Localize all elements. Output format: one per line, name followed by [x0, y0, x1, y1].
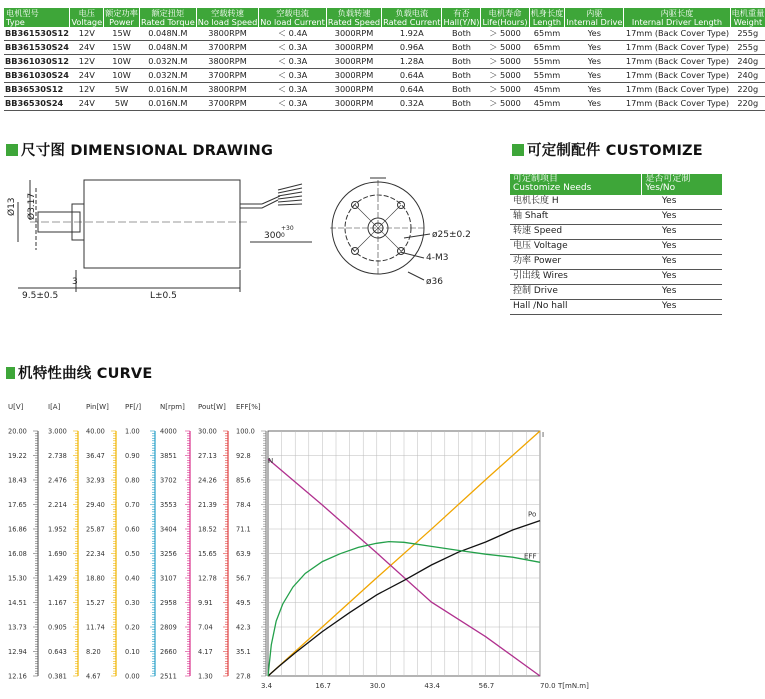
col-noload-current: 空载电流 No load Current — [260, 8, 325, 27]
scale-tick-label: 12.16 — [8, 672, 27, 681]
spec-cell: ＜ 0.4A — [259, 27, 327, 41]
spec-cell: 65mm — [529, 27, 565, 41]
curve-chart — [0, 396, 728, 699]
spec-cell: 255g — [730, 27, 765, 41]
customize-yesno-header: 是否可定制 Yes/No — [642, 174, 722, 195]
spec-cell: 0.32A — [382, 97, 442, 111]
scale-tick-label: 1.30 — [198, 672, 213, 681]
spec-cell: 17mm (Back Cover Type) — [624, 41, 730, 55]
section-marker — [6, 367, 15, 379]
scale-tick-label: 24.26 — [198, 476, 217, 485]
scale-tick-label: 56.7 — [236, 574, 251, 583]
scale-tick-label: 15.30 — [8, 574, 27, 583]
col-weight: 电机重量 Weight — [731, 8, 765, 27]
scale-tick-label: 18.43 — [8, 476, 27, 485]
spec-cell: 0.048N.M — [139, 27, 196, 41]
spec-row — [4, 69, 765, 83]
scale-tick-label: 3404 — [160, 525, 177, 534]
spec-cell: BB361030S12 — [4, 55, 70, 69]
spec-cell: BB361530S24 — [4, 41, 70, 55]
scale-tick-label: 2.738 — [48, 452, 67, 460]
spec-row — [4, 27, 765, 41]
scale-tick-label: 2809 — [160, 623, 177, 632]
spec-cell: 1.28A — [382, 55, 442, 69]
scale-label: U[V] — [8, 403, 24, 411]
spec-cell: Both — [442, 55, 481, 69]
scale-tick-label: 12.94 — [8, 648, 27, 656]
drawing-section-title: 尺寸图 DIMENSIONAL DRAWING — [6, 139, 273, 160]
shaft-length-label: 9.5±0.5 — [22, 291, 59, 301]
scale-tick-label: 0.20 — [125, 623, 140, 632]
spec-row — [4, 83, 765, 97]
scale-tick-label: 78.4 — [236, 501, 251, 509]
customize-table — [510, 174, 722, 315]
spec-cell: BB361530S12 — [4, 27, 70, 41]
customize-item: 功率 Power — [510, 254, 642, 269]
spec-cell: 12V — [70, 55, 104, 69]
spec-cell: 0.032N.M — [139, 55, 196, 69]
wire-length-tol: +30 — [281, 225, 294, 232]
scale-tick-label: 18.52 — [198, 525, 217, 534]
col-driver-length: 内驱长度 Internal Driver Length — [624, 8, 730, 27]
spec-table-body — [4, 27, 765, 111]
scale-label: EFF[%] — [236, 403, 261, 411]
scale-label: PF[/] — [125, 403, 142, 411]
spec-cell: 17mm (Back Cover Type) — [624, 27, 730, 41]
scale-tick-label: 3107 — [160, 574, 177, 583]
col-internal-drive: 内驱 Internal Drive — [566, 8, 623, 27]
customize-row — [510, 284, 722, 299]
spec-cell: 3700RPM — [196, 69, 259, 83]
scale-tick-label: 32.93 — [86, 476, 105, 485]
spec-cell: Yes — [565, 83, 624, 97]
scale-tick-label: 42.3 — [236, 623, 251, 632]
scale-tick-label: 14.51 — [8, 599, 27, 607]
col-hall: 有否 Hall(Y/N) — [443, 8, 480, 27]
curve-section-title: 机特性曲线 CURVE — [6, 362, 152, 383]
spec-cell: 55mm — [529, 69, 565, 83]
holes-label: 4-M3 — [426, 253, 449, 263]
x-tick-label: 16.7 — [315, 682, 331, 690]
customize-row — [510, 239, 722, 254]
wire-length-label: 300 — [264, 231, 282, 241]
spec-cell: 0.032N.M — [139, 69, 196, 83]
motor-body-outline — [84, 180, 240, 268]
customize-value: Yes — [642, 269, 722, 284]
scale-tick-label: 0.30 — [125, 599, 140, 607]
scale-label: I[A] — [48, 403, 61, 411]
customize-value: Yes — [642, 195, 722, 210]
spec-cell: 3800RPM — [196, 83, 259, 97]
spec-cell: ＞ 5000 — [481, 27, 529, 41]
spec-cell: ＜ 0.3A — [259, 69, 327, 83]
col-rated-speed: 负载转速 Rated Speed — [327, 8, 381, 27]
scale-tick-label: 12.78 — [198, 574, 217, 583]
spec-cell: 0.048N.M — [139, 41, 196, 55]
col-voltage: 电压 Voltage — [71, 8, 103, 27]
scale-tick-label: 0.60 — [125, 525, 140, 534]
scale-tick-label: 17.65 — [8, 501, 27, 509]
scale-tick-label: 1.429 — [48, 574, 67, 583]
spec-cell: 5W — [104, 83, 140, 97]
scale-tick-label: 35.1 — [236, 648, 251, 656]
customize-item: 引出线 Wires — [510, 269, 642, 284]
spec-cell: Both — [442, 41, 481, 55]
spec-cell: 0.96A — [382, 41, 442, 55]
x-tick-label: 70.0 — [540, 682, 556, 690]
scale-tick-label: 0.381 — [48, 672, 67, 681]
spec-cell: Both — [442, 97, 481, 111]
spec-cell: Yes — [565, 55, 624, 69]
spec-cell: ＞ 5000 — [481, 41, 529, 55]
spec-cell: 220g — [730, 97, 765, 111]
spec-cell: Both — [442, 83, 481, 97]
spec-table — [4, 8, 765, 111]
scale-tick-label: 9.91 — [198, 599, 213, 607]
spec-cell: 45mm — [529, 83, 565, 97]
col-life: 电机寿命 Life(Hours) — [482, 8, 528, 27]
spec-cell: Yes — [565, 41, 624, 55]
spec-row — [4, 97, 765, 111]
scale-tick-label: 27.8 — [236, 672, 251, 681]
scale-tick-label: 1.167 — [48, 599, 67, 607]
body-length-label: L±0.5 — [150, 291, 177, 301]
spec-cell: 45mm — [529, 97, 565, 111]
scale-tick-label: 49.5 — [236, 599, 251, 607]
scale-tick-label: 0.80 — [125, 476, 140, 485]
x-axis-label: T[mN.m] — [558, 682, 589, 690]
customize-row — [510, 299, 722, 314]
customize-item: Hall /No hall — [510, 299, 642, 314]
scale-tick-label: 36.47 — [86, 452, 105, 460]
scale-tick-label: 1.952 — [48, 525, 67, 534]
spec-cell: ＞ 5000 — [481, 55, 529, 69]
dim-3-label: 3 — [72, 277, 78, 287]
customize-item: 电机长度 H — [510, 195, 642, 210]
spec-cell: 3700RPM — [196, 97, 259, 111]
spec-cell: 220g — [730, 83, 765, 97]
col-length: 机身长度 Length — [530, 8, 564, 27]
customize-value: Yes — [642, 239, 722, 254]
spec-cell: ＜ 0.3A — [259, 41, 327, 55]
scale-tick-label: 1.690 — [48, 550, 67, 558]
spec-cell: 3800RPM — [196, 55, 259, 69]
spec-cell: 24V — [70, 41, 104, 55]
col-type: 电机型号 Type — [4, 8, 70, 27]
customize-table-body — [510, 195, 722, 315]
scale-tick-label: 2660 — [160, 648, 177, 656]
scale-tick-label: 3851 — [160, 452, 177, 460]
scale-tick-label: 15.65 — [198, 550, 217, 558]
scale-tick-label: 0.10 — [125, 648, 140, 656]
scale-tick-label: 2.476 — [48, 476, 67, 485]
spec-cell: ＞ 5000 — [481, 69, 529, 83]
scale-tick-label: 4000 — [160, 427, 177, 436]
scale-tick-label: 16.08 — [8, 550, 27, 558]
scale-tick-label: 7.04 — [198, 623, 213, 632]
dimensional-drawing — [0, 160, 500, 310]
wire-length-tol-low: 0 — [281, 232, 285, 239]
scale-label: Pout[W] — [198, 403, 226, 411]
customize-table-header — [510, 174, 722, 195]
spec-cell: 17mm (Back Cover Type) — [624, 69, 730, 83]
x-tick-label: 56.7 — [478, 682, 495, 690]
scale-tick-label: 29.40 — [86, 501, 105, 509]
scale-tick-label: 2.214 — [48, 501, 67, 509]
spec-cell: 10W — [104, 55, 140, 69]
scale-label: Pin[W] — [86, 403, 109, 411]
scale-tick-label: 0.643 — [48, 648, 67, 656]
spec-cell: 15W — [104, 27, 140, 41]
spec-cell: 3700RPM — [196, 41, 259, 55]
spec-cell: ＞ 5000 — [481, 83, 529, 97]
customize-section-title: 可定制配件 CUSTOMIZE — [512, 139, 703, 160]
spec-cell: Both — [442, 27, 481, 41]
scale-tick-label: 0.90 — [125, 452, 140, 460]
body-dia-label: ø36 — [426, 277, 443, 287]
spec-cell: Yes — [565, 69, 624, 83]
scale-tick-label: 71.1 — [236, 525, 251, 534]
scale-tick-label: 3.000 — [48, 427, 67, 436]
spec-cell: 255g — [730, 41, 765, 55]
scale-tick-label: 4.67 — [86, 672, 101, 681]
scale-tick-label: 0.00 — [125, 672, 140, 681]
scale-tick-label: 2511 — [160, 672, 177, 681]
scale-tick-label: 0.905 — [48, 623, 67, 632]
scale-tick-label: 13.73 — [8, 623, 27, 632]
x-tick-label: 3.4 — [261, 682, 273, 690]
x-tick-label: 43.4 — [424, 682, 440, 690]
spec-cell: 55mm — [529, 55, 565, 69]
scale-tick-label: 19.22 — [8, 452, 27, 460]
scale-tick-label: 3256 — [160, 550, 177, 558]
spec-table-header — [4, 8, 765, 27]
scale-label: N[rpm] — [160, 403, 185, 411]
scale-tick-label: 63.9 — [236, 550, 251, 558]
customize-item: 转速 Speed — [510, 224, 642, 239]
spec-cell: ＞ 5000 — [481, 97, 529, 111]
customize-item: 控制 Drive — [510, 284, 642, 299]
scale-tick-label: 25.87 — [86, 525, 105, 534]
col-noload-speed: 空载转速 No load Speed — [197, 8, 258, 27]
boss-dia-label: Ø13 — [7, 197, 17, 216]
wire-bundle — [278, 184, 302, 205]
scale-tick-label: 0.40 — [125, 574, 140, 583]
spec-cell: ＜ 0.3A — [259, 83, 327, 97]
spec-cell: 65mm — [529, 41, 565, 55]
spec-cell: 5W — [104, 97, 140, 111]
customize-value: Yes — [642, 299, 722, 314]
spec-cell: 3000RPM — [326, 97, 381, 111]
scale-tick-label: 18.80 — [86, 574, 105, 583]
scale-tick-label: 0.70 — [125, 501, 140, 509]
customize-value: Yes — [642, 284, 722, 299]
spec-cell: 3000RPM — [326, 69, 381, 83]
col-rated-current: 负载电流 Rated Current — [383, 8, 441, 27]
scale-tick-label: 16.86 — [8, 525, 27, 534]
scale-tick-label: 40.00 — [86, 427, 105, 436]
spec-cell: 240g — [730, 55, 765, 69]
scale-tick-label: 100.0 — [236, 427, 255, 436]
spec-cell: Yes — [565, 27, 624, 41]
spec-cell: 1.92A — [382, 27, 442, 41]
spec-cell: 17mm (Back Cover Type) — [624, 97, 730, 111]
scale-tick-label: 2958 — [160, 599, 177, 607]
spec-cell: 3000RPM — [326, 55, 381, 69]
customize-value: Yes — [642, 209, 722, 224]
customize-item: 电压 Voltage — [510, 239, 642, 254]
scale-tick-label: 8.20 — [86, 648, 101, 656]
spec-cell: 24V — [70, 97, 104, 111]
spec-cell: 240g — [730, 69, 765, 83]
series-label: EFF — [524, 552, 537, 561]
col-rated-torque: 额定扭矩 Rated Torque — [140, 8, 195, 27]
spec-cell: 17mm (Back Cover Type) — [624, 83, 730, 97]
customize-value: Yes — [642, 224, 722, 239]
pcd-label: ø25±0.2 — [432, 230, 471, 240]
section-marker — [6, 144, 18, 156]
spec-cell: 3000RPM — [326, 41, 381, 55]
scale-tick-label: 1.00 — [125, 427, 140, 436]
spec-cell: Both — [442, 69, 481, 83]
spec-cell: 3000RPM — [326, 83, 381, 97]
scale-tick-label: 4.17 — [198, 648, 213, 656]
spec-cell: BB36530S24 — [4, 97, 70, 111]
customize-row — [510, 209, 722, 224]
customize-row — [510, 254, 722, 269]
customize-row — [510, 224, 722, 239]
spec-cell: 3000RPM — [326, 27, 381, 41]
spec-cell: BB36530S12 — [4, 83, 70, 97]
section-marker — [512, 144, 524, 156]
scale-tick-label: 27.13 — [198, 452, 217, 460]
scale-tick-label: 15.27 — [86, 599, 105, 607]
customize-row — [510, 269, 722, 284]
spec-cell: 0.016N.M — [139, 97, 196, 111]
spec-row — [4, 41, 765, 55]
spec-cell: 12V — [70, 83, 104, 97]
customize-value: Yes — [642, 254, 722, 269]
scale-tick-label: 30.00 — [198, 427, 217, 436]
scale-tick-label: 92.8 — [236, 452, 251, 460]
scale-tick-label: 20.00 — [8, 427, 27, 436]
spec-cell: 17mm (Back Cover Type) — [624, 55, 730, 69]
scale-tick-label: 3702 — [160, 476, 177, 485]
spec-row — [4, 55, 765, 69]
shaft-dia-label: Ø3.17 — [27, 192, 37, 220]
spec-cell: 24V — [70, 69, 104, 83]
spec-cell: 0.64A — [382, 83, 442, 97]
spec-cell: ＜ 0.3A — [259, 55, 327, 69]
spec-cell: 0.016N.M — [139, 83, 196, 97]
scale-tick-label: 85.6 — [236, 476, 251, 485]
customize-needs-header: 可定制项目 Customize Needs — [510, 174, 642, 195]
scale-tick-label: 3553 — [160, 501, 177, 509]
col-power: 额定功率 Power — [105, 8, 138, 27]
spec-cell: 12V — [70, 27, 104, 41]
scale-tick-label: 0.50 — [125, 550, 140, 558]
series-label: N — [268, 456, 274, 465]
spec-cell: 10W — [104, 69, 140, 83]
series-label: Po — [528, 510, 537, 519]
scale-tick-label: 21.39 — [198, 501, 217, 509]
series-label: I — [542, 431, 545, 439]
spec-cell: 15W — [104, 41, 140, 55]
x-tick-label: 30.0 — [369, 682, 386, 690]
customize-row — [510, 195, 722, 210]
scale-tick-label: 22.34 — [86, 550, 105, 558]
spec-cell: Yes — [565, 97, 624, 111]
scale-tick-label: 11.74 — [86, 623, 105, 632]
spec-cell: ＜ 0.3A — [259, 97, 327, 111]
spec-cell: BB361030S24 — [4, 69, 70, 83]
spec-cell: 3800RPM — [196, 27, 259, 41]
spec-cell: 0.64A — [382, 69, 442, 83]
customize-item: 轴 Shaft — [510, 209, 642, 224]
